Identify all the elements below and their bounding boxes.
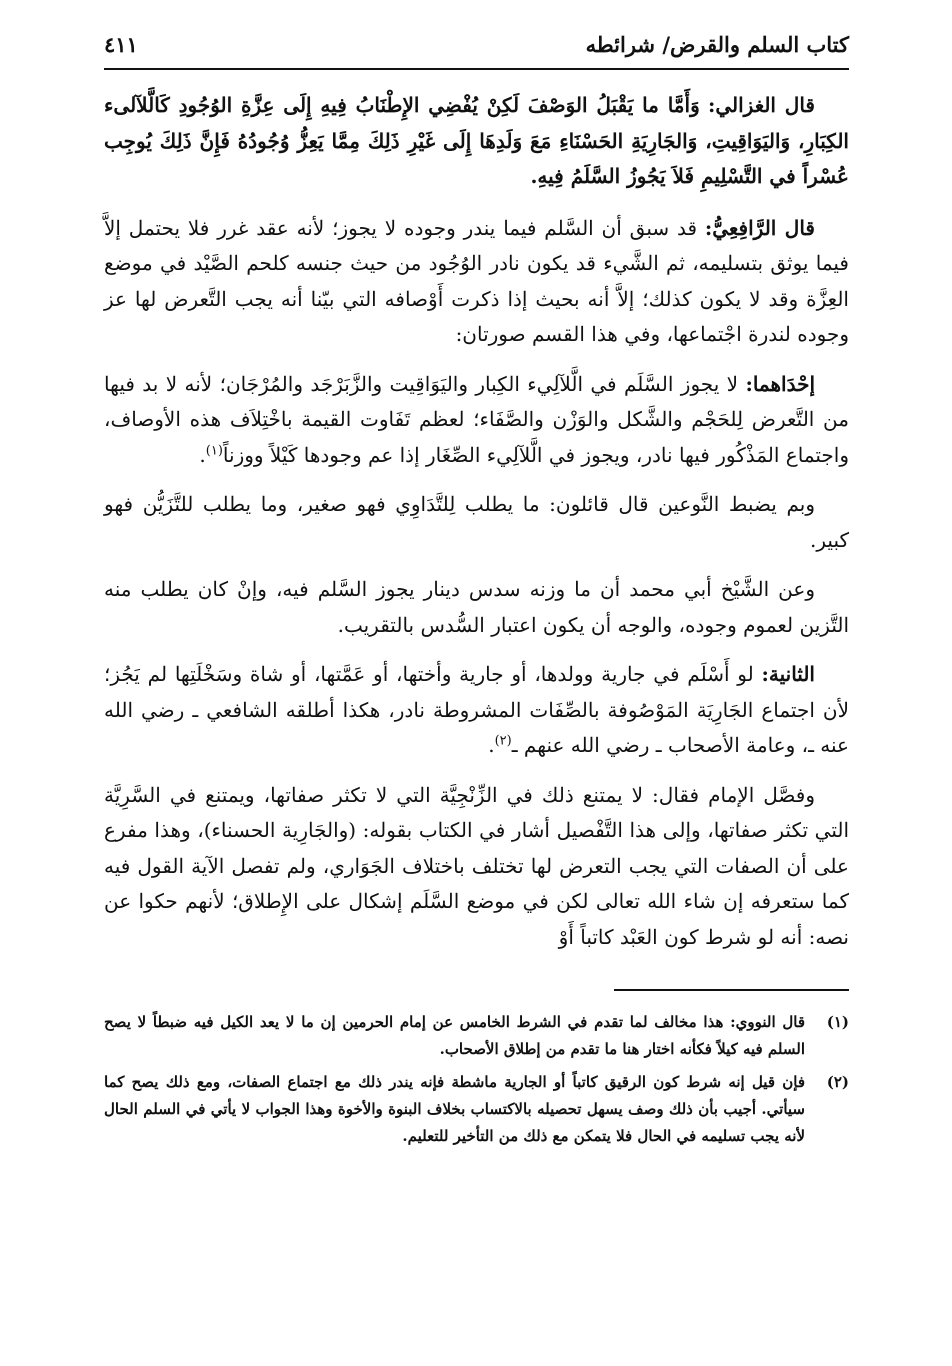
paragraph-text: لو أَسْلَم في جارية وولدها، أو جارية وأختها، أو عَمَّتها، أو شاة وسَخْلَتِها لم يَجُز؛ لأن اجتماع الجَارِيَة المَوْصُوفة بالصِّفَات المشروطة نادر، هكذا أطلقه الشافعي ـ رضي الله عنه ـ، وعامة الأصحاب ـ رضي الله عنهم ـ <box>104 662 849 757</box>
paragraph-text: وعن الشَّيْخ أبي محمد أن ما وزنه سدس دينار يجوز السَّلم فيه، وإنْ كان يطلب منه التَّزين لعموم وجوده، والوجه أن يكون اعتبار السُّدس بالتقريب. <box>104 577 849 637</box>
paragraph-lead: قال الرَّافِعِيُّ: <box>704 215 815 240</box>
paragraph-text: وبم يضبط النَّوعين قال قائلون: ما يطلب لِلتَّدَاوِي فهو صغير، وما يطلب للتَّزَيُّن فهو كبير. <box>104 492 849 552</box>
footnote-separator <box>614 989 849 991</box>
footnote-number: (٢) <box>826 1073 849 1091</box>
footnote-item <box>104 1009 849 1063</box>
paragraph-text: وفصَّل الإمام فقال: لا يمتنع ذلك في الزِّنْجِيَّة التي لا تكثر صفاتها، ويمتنع في السَّرِيَّة التي تكثر صفاتها، وإلى هذا التَّفْصيل أشار في الكتاب بقوله: (والجَارِية الحسناء)، وهذا مفرع على أن الصفات التي يجب التعرض لها تختلف باختلاف الجَوَاري، ولم تفصل الآية القول فيه كما ستعرفه إن شاء الله تعالى لكن في موضع السَّلَم إشكال على الإِطلاق؛ لأنهم حكوا عن نصه: أنه لو شرط كون العَبْد كاتباً أَوْ <box>104 782 849 949</box>
footnote-text: قال النووي: هذا مخالف لما تقدم في الشرط الخامس عن إمام الحرمين إن ما لا يعد الكيل فيه ضبطاً لا يصح السلم فيه كيلاً فكأنه اختار هنا ما تقدم من إطلاق الأصحاب. <box>104 1013 805 1058</box>
page-header <box>104 28 849 70</box>
paragraph-text: لا يجوز السَّلَم في الَّلآلِيء الكِبار واليَوَاقِيت والزَّبَرْجَد والمُرْجَان؛ لأنه لا بد فيها من التَّعرض لِلحَجْم والشَّكل والوَزْن والصَّفَاء؛ لعظم تَفَاوت القيمة باخْتِلاَف هذه الأوصاف، واجتماع المَذْكُور فيها نادر، ويجوز في الَّلآلِيء الصِّغَار إذا عم وجودها كَيْلاً ووزناً <box>104 371 849 467</box>
paragraph-lead: قال الغزالي: <box>707 93 815 117</box>
footnote-number: (١) <box>826 1013 849 1031</box>
paragraph-lead: إحْدَاهما: <box>745 371 816 396</box>
paragraph-first-case: إحْدَاهما: لا يجوز السَّلَم في الَّلآلِيء الكِبار واليَوَاقِيت والزَّبَرْجَد والمُرْجَان؛ لأنه لا بد فيها من التَّعرض لِلحَجْم والشَّكل والوَزْن والصَّفَاء؛ لعظم تَفَاوت القيمة باخْتِلاَف هذه الأوصاف، واجتماع المَذْكُور فيها نادر، ويجوز في الَّلآلِيء الصِّغَار إذا عم وجودها كَيْلاً ووزناً$^{(١)}$. <box>104 371 849 467</box>
paragraph-ghazali-quote <box>104 88 849 195</box>
quoted-matn-text: وَأَمَّا ما يَقْبَلُ الوَصْفَ لَكِنْ يُفْضِي الإِطْنَابُ فِيهِ إِلَى عِزَّةِ الوُجُودِ كَالَّلآلىء الكِبَارِ، وَاليَوَاقِيتِ، وَالجَارِيَةِ الحَسْنَاءِ مَعَ وَلَدِهَا إِلَى غَيْرِ ذَلِكَ مِمَّا يَعِزُّ وُجُودُهُ فَإِنَّ ذَلِكَ يُوجِب عُسْراً في التَّسْلِيمِ فَلاَ يَجُوزُ السَّلَمُ فِيهِ. <box>104 93 849 188</box>
paragraph-text: قد سبق أن السَّلم فيما يندر وجوده لا يجوز؛ لأنه عقد غرر فلا يحتمل إلاَّ فيما يوثق بتسليمه، ثم الشَّيء قد يكون نادر الوُجُود من حيث جنسه كلحم الصَّيْد في موضع العِزَّة وقد لا يكون كذلك؛ إلاَّ أنه بحيث إذا ذكرت أَوْصافه التي بيّنا أنه يجب التَّعرض لها عز وجوده لندرة اجْتماعها، وفي هذا القسم صورتان: <box>104 215 849 346</box>
page-number: ٤١١ <box>104 32 138 57</box>
main-text <box>104 88 849 955</box>
paragraph-rafii-commentary <box>104 211 849 353</box>
book-page <box>104 28 849 1156</box>
paragraph-measure-distinction <box>104 487 849 558</box>
footnote-reference: (٢) <box>494 733 512 749</box>
paragraph-sheikh-abi-muhammad <box>104 572 849 643</box>
footnotes <box>104 1009 849 1150</box>
paragraph-imam-detail <box>104 778 849 956</box>
paragraph-lead: الثانية: <box>761 662 815 686</box>
footnote-text: فإن قيل إنه شرط كون الرقيق كاتباً أو الجارية ماشطة فإنه يندر ذلك مع اجتماع الصفات، ومع ذلك يصح كما سيأتي. أجيب بأن ذلك وصف يسهل تحصيله بالاكتساب بخلاف البنوة والأخوة وهذا الجواب لا يأتي في السلم الحال لأنه يجب تسليمه في الحال فلا يتمكن مع ذلك من التأخير للتعليم. <box>104 1073 805 1145</box>
footnote-reference: (١) <box>205 442 223 458</box>
footnote-item <box>104 1069 849 1150</box>
running-title: كتاب السلم والقرض/ شرائطه <box>585 32 849 57</box>
paragraph-second-case: الثانية: لو أَسْلَم في جارية وولدها، أو جارية وأختها، أو عَمَّتها، أو شاة وسَخْلَتِها لم يَجُز؛ لأن اجتماع الجَارِيَة المَوْصُوفة بالصِّفَات المشروطة نادر، هكذا أطلقه الشافعي ـ رضي الله عنه ـ، وعامة الأصحاب ـ رضي الله عنهم ـ$^{(٢)}$. <box>104 662 849 757</box>
